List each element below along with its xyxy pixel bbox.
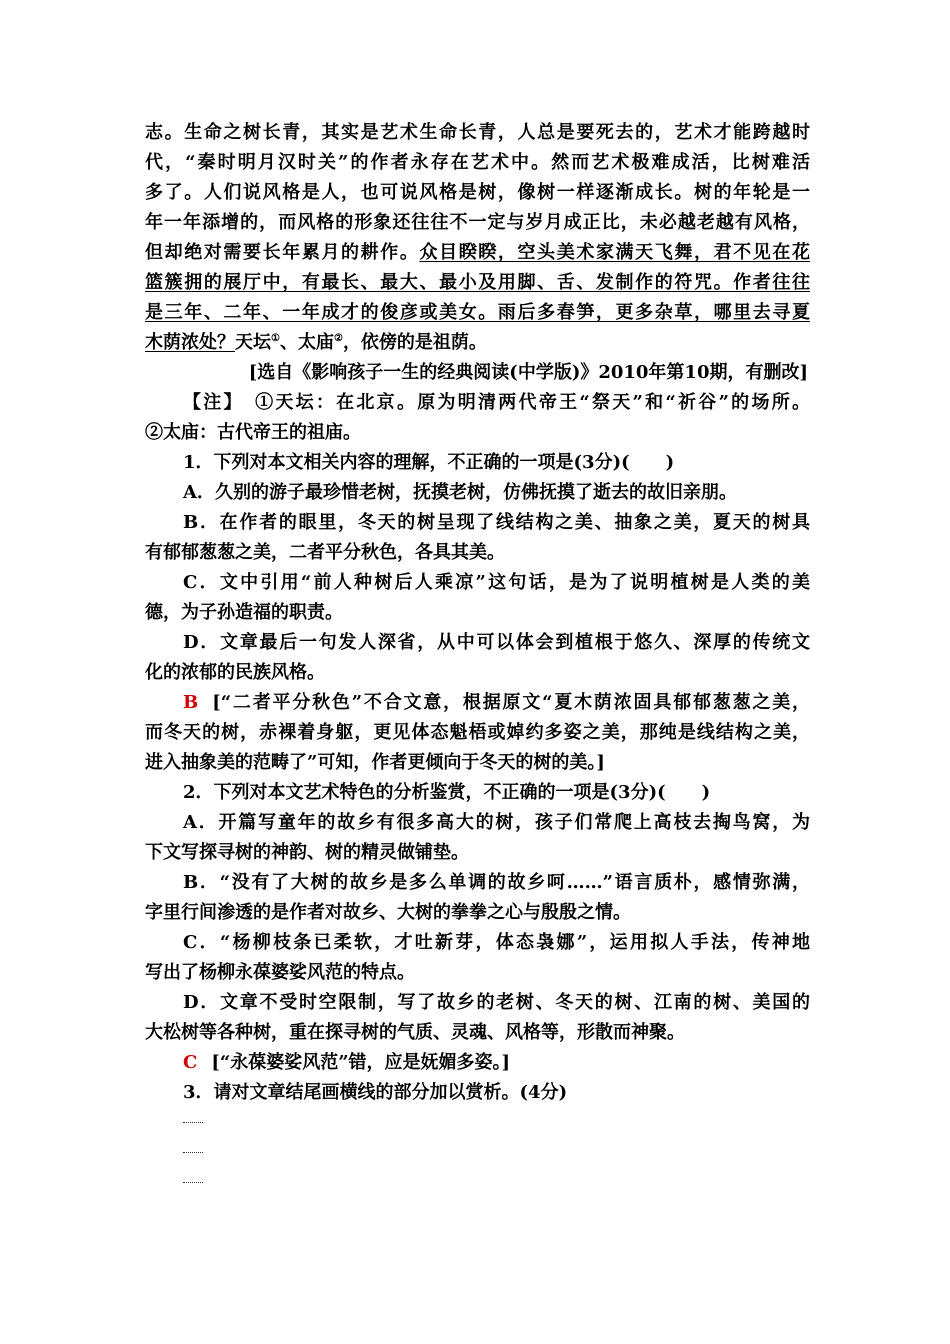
underlined-text: 众目睽睽，空头美术家满天飞舞，君不见在花 bbox=[419, 242, 810, 263]
note-line: ②太庙：古代帝王的祖庙。 bbox=[145, 422, 361, 443]
source-citation: [选自《影响孩子一生的经典阅读(中学版)》2010年第10期，有删改] bbox=[248, 362, 808, 383]
explanation-text: [“二者平分秋色”不合文意，根据原文“夏木荫浓固具郁郁葱葱之美， bbox=[212, 692, 810, 713]
question-2-stem: 2．下列对本文艺术特色的分析鉴赏，不正确的一项是(3分)( ) bbox=[183, 782, 711, 803]
underlined-text: 是三年、二年、一年成才的俊彦或美女。雨后多春笋，更多杂草，哪里去寻夏 bbox=[145, 302, 810, 323]
q2-option-b: B．“没有了大树的故乡是多么单调的故乡呵……”语言质朴，感情弥满， bbox=[183, 872, 810, 893]
q1-option-d: D．文章最后一句发人深省，从中可以体会到植根于悠久、深厚的传统文 bbox=[183, 632, 810, 653]
question-1-stem: 1．下列对本文相关内容的理解，不正确的一项是(3分)( ) bbox=[183, 452, 675, 473]
q1-option-d-cont: 化的浓郁的民族风格。 bbox=[145, 662, 325, 683]
passage-line bbox=[145, 238, 810, 268]
passage-text: 天坛 bbox=[235, 332, 271, 353]
document-page bbox=[145, 118, 810, 1198]
answer-blank-line[interactable] bbox=[145, 1108, 810, 1138]
q2-option-c-cont: 写出了杨柳永葆婆娑风范的特点。 bbox=[145, 962, 415, 983]
q1-option-b: B．在作者的眼里，冬天的树呈现了线结构之美、抽象之美，夏天的树具 bbox=[183, 512, 810, 533]
q1-option-c-cont: 德，为子孙造福的职责。 bbox=[145, 602, 343, 623]
q2-option-d-cont: 大松树等各种树，重在探寻树的气质、灵魂、风格等，形散而神聚。 bbox=[145, 1022, 685, 1043]
q2-option-a-cont: 下文写探寻树的神韵、树的精灵做铺垫。 bbox=[145, 842, 469, 863]
q2-explanation bbox=[145, 1048, 810, 1078]
underlined-text: 木荫浓处？ bbox=[145, 332, 235, 353]
q1-option-a: A．久别的游子最珍惜老树，抚摸老树，仿佛抚摸了逝去的故旧亲朋。 bbox=[183, 482, 737, 503]
footnote-marker: ② bbox=[333, 333, 343, 344]
footnote-marker: ① bbox=[271, 333, 280, 344]
q2-answer: C bbox=[183, 1052, 198, 1073]
answer-blank-line[interactable] bbox=[145, 1168, 810, 1198]
note-line: 【注】 ①天坛：在北京。原为明清两代帝王“祭天”和“祈谷”的场所。 bbox=[183, 392, 810, 413]
q1-option-b-cont: 有郁郁葱葱之美，二者平分秋色，各具其美。 bbox=[145, 542, 505, 563]
passage-text: ，依傍的是祖荫。 bbox=[342, 332, 487, 353]
q2-option-b-cont: 字里行间渗透的是作者对故乡、大树的拳拳之心与殷殷之情。 bbox=[145, 902, 631, 923]
passage-text: 、太庙 bbox=[279, 332, 334, 353]
q2-option-d: D．文章不受时空限制，写了故乡的老树、冬天的树、江南的树、美国的 bbox=[183, 992, 810, 1013]
q1-explanation bbox=[145, 688, 810, 718]
q2-option-c: C．“杨柳枝条已柔软，才吐新芽，体态袅娜”，运用拟人手法，传神地 bbox=[183, 932, 810, 953]
passage-line bbox=[145, 268, 810, 298]
passage-line: 志。生命之树长青，其实是艺术生命长青，人总是要死去的，艺术才能跨越时 bbox=[145, 122, 810, 143]
explanation-text: [“永葆婆娑风范”错，应是妩媚多姿。] bbox=[211, 1052, 511, 1073]
passage-line: 代，“秦时明月汉时关”的作者永存在艺术中。然而艺术极难成活，比树难活 bbox=[145, 152, 810, 173]
underlined-text: 篮簇拥的展厅中，有最长、最大、最小及用脚、舌、发制作的符咒。作者往往 bbox=[145, 272, 810, 293]
passage-text: 但却绝对需要长年累月的耕作。 bbox=[145, 242, 420, 263]
q2-option-a: A．开篇写童年的故乡有很多高大的树，孩子们常爬上高枝去掏鸟窝，为 bbox=[183, 812, 810, 833]
q1-answer: B bbox=[183, 692, 199, 713]
passage-line: 年一年添增的，而风格的形象还往往不一定与岁月成正比，未必越老越有风格， bbox=[145, 212, 810, 233]
question-3-stem: 3．请对文章结尾画横线的部分加以赏析。(4分) bbox=[183, 1082, 568, 1103]
q1-explanation-cont: 而冬天的树，赤裸着身躯，更见体态魁梧或婥约多姿之美，那纯是线结构之美， bbox=[145, 722, 810, 743]
q1-option-c: C．文中引用“前人种树后人乘凉”这句话，是为了说明植树是人类的美 bbox=[183, 572, 810, 593]
passage-line bbox=[145, 298, 810, 328]
passage-line bbox=[145, 328, 810, 358]
q1-explanation-cont: 进入抽象美的范畴了”可知，作者更倾向于冬天的树的美。] bbox=[145, 752, 605, 773]
passage-line: 多了。人们说风格是人，也可说风格是树，像树一样逐渐成长。树的年轮是一 bbox=[145, 182, 810, 203]
answer-blank-line[interactable] bbox=[145, 1138, 810, 1168]
